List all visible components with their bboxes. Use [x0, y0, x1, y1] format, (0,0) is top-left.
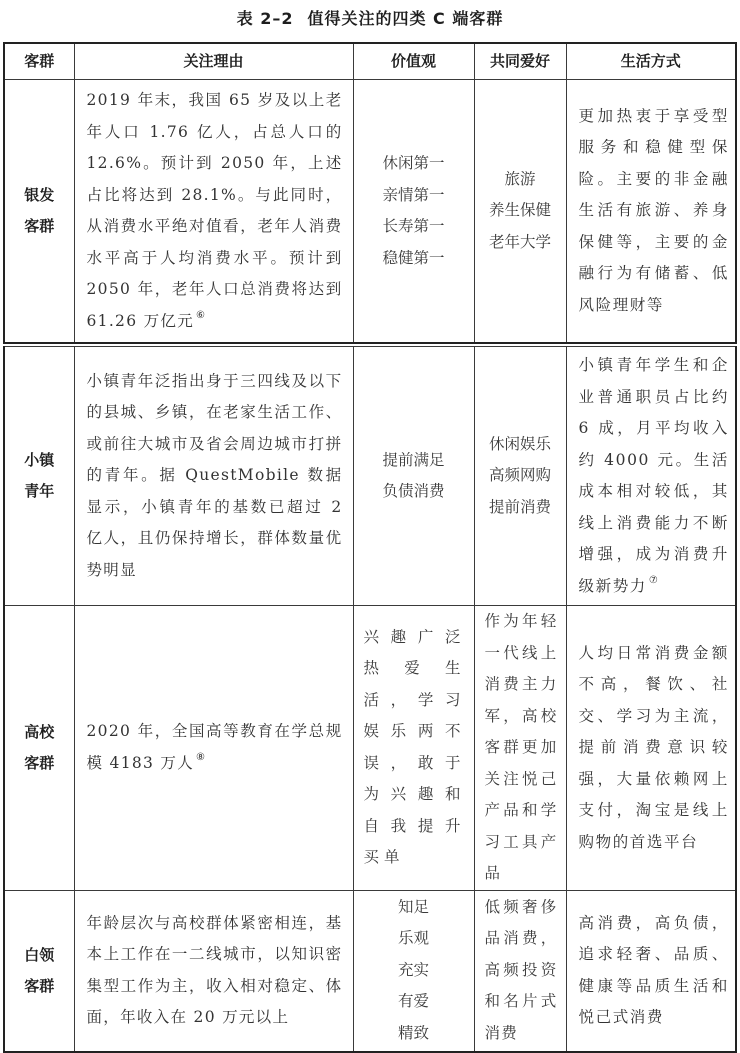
header-group: 客群 [4, 43, 74, 80]
table-row-small-town-youth [4, 347, 736, 606]
lifestyle-cell: 小镇青年学生和企业普通职员占比约 6 成，月平均收入约 4000 元。生活成本相对较低，其线上消费能力不断增强，成为消费升级新势力 ⑦ [566, 347, 736, 606]
reason-cell: 2019 年末，我国 65 岁及以上老年人口 1.76 亿人，占总人口的 12.6%。预计到 2050 年，上述占比将达到 28.1%。与此同时，从消费水平绝对值看，老年人消费水平高于人均消费水平。预计到 2050 年，老年人口总消费将达到 61.26 万亿元 ⑥ [74, 80, 353, 344]
reason-cell: 小镇青年泛指出身于三四线及以下的县城、乡镇，在老家生活工作、或前往大城市及省会周边城市打拼的青年。据 QuestMobile 数据显示，小镇青年的基数已超过 2 亿人，且仍保持增长，群体数量优势明显 [74, 347, 353, 606]
table-row-college [4, 606, 736, 891]
lifestyle-cell: 人均日常消费金额不高，餐饮、社交、学习为主流，提前消费意识较强，大量依赖网上支付，淘宝是线上购物的首选平台 [566, 606, 736, 891]
group-name-cell: 小镇 青年 [4, 347, 74, 606]
reason-cell: 2020 年，全国高等教育在学总规模 4183 万人 ⑧ [74, 606, 353, 891]
reason-cell: 年龄层次与高校群体紧密相连，基本上工作在一二线城市，以知识密集型工作为主，收入相对稳定、体面，年收入在 20 万元以上 [74, 890, 353, 1052]
values-cell: 知足 乐观 充实 有爱 精致 [353, 890, 474, 1052]
footnote-marker: ⑧ [196, 751, 207, 763]
header-lifestyle: 生活方式 [566, 43, 736, 80]
customer-groups-table-part-1 [3, 42, 737, 344]
values-cell: 提前满足 负债消费 [353, 347, 474, 606]
lifestyle-cell: 更加热衷于享受型服务和稳健型保险。主要的非金融生活有旅游、养身保健等，主要的金融行为有储蓄、低风险理财等 [566, 80, 736, 344]
table-number: 表 2–2 [236, 9, 294, 28]
values-cell: 兴趣广泛热爱生活，学习娱乐两不误，敢于为兴趣和自我提升买单 [353, 606, 474, 891]
header-row [4, 43, 736, 80]
hobbies-cell: 作为年轻一代线上消费主力军，高校客群更加关注悦己产品和学习工具产品 [474, 606, 566, 891]
group-name-cell: 高校 客群 [4, 606, 74, 891]
footnote-marker: ⑦ [648, 574, 660, 586]
table-caption [0, 6, 740, 29]
values-cell: 休闲第一 亲情第一 长寿第一 稳健第一 [353, 80, 474, 344]
group-name-cell: 白领 客群 [4, 890, 74, 1052]
footnote-marker: ⑥ [196, 309, 207, 321]
table-row-silver [4, 80, 736, 344]
header-values: 价值观 [353, 43, 474, 80]
hobbies-cell: 旅游 养生保健 老年大学 [474, 80, 566, 344]
hobbies-cell: 低频奢侈品消费，高频投资和名片式消费 [474, 890, 566, 1052]
hobbies-cell: 休闲娱乐 高频网购 提前消费 [474, 347, 566, 606]
header-reason: 关注理由 [74, 43, 353, 80]
table-title: 值得关注的四类 C 端客群 [307, 9, 504, 28]
group-name-cell: 银发 客群 [4, 80, 74, 344]
header-hobbies: 共同爱好 [474, 43, 566, 80]
lifestyle-cell: 高消费，高负债，追求轻奢、品质、健康等品质生活和悦己式消费 [566, 890, 736, 1052]
table-row-white-collar [4, 890, 736, 1052]
customer-groups-table-part-2 [3, 346, 737, 1053]
